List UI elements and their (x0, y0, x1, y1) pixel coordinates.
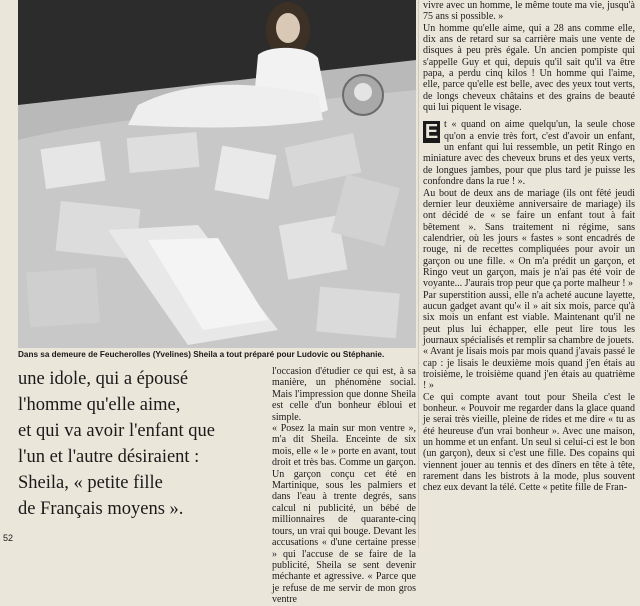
right-paragraph: « Avant je lisais mois par mois quand j'avais passé le cap : je lisais le deuxième mois quand j'en étais au troisième, le troisième quand j'en étais au quatrième ! » (423, 346, 635, 392)
lead-text (18, 366, 268, 522)
right-paragraph: Ce qui compte avant tout pour Sheila c'est le bonheur. « Pouvoir me regarder dans la glace quand je serai très vieille, pleine de rides et me dire « tu as été heureuse d'un vrai bonheur ». Avec une maison, un homme et un enfant. Un seul si celui-ci est le bon (un garçon), deux si c'est une fille. Des copains qui viennent jouer au tennis et des dîners en tête à tête, rarement dans les bistrots à la mode, plus souvent chez eux devant la télé. Cette « petite fille de Fran- (423, 391, 635, 494)
dropcap-paragraph-text: t « quand on aime quelqu'un, la seule chose qu'on a envie très fort, c'est d'avoir un enfant, un enfant qui lui ressemble, un petit Ringo en miniature avec des cheveux bruns et des yeux verts, de longues jambes, pour que plus tard je puisse les confondre dans la rue ! ». (423, 119, 635, 188)
right-paragraph: Un homme qu'elle aime, qui a 28 ans comme elle, dix ans de retard sur sa carrière mais une vente de disques à peu près égale. Un ancien pompiste qui s'appelle Guy et qui, depuis qu'il sait qu'il va être papa, a perdu cinq kilos ! Un homme qui l'aime, elle, parce qu'elle est belle, avec des yeux tout verts, de longs cheveux châtains et des grains de beauté qui lui piquent le visage. (423, 22, 635, 114)
page-number: 52 (3, 533, 14, 543)
photo-sheila-nursery (18, 0, 416, 348)
middle-column (272, 366, 416, 606)
dropcap-letter: E (424, 121, 439, 144)
column-divider (418, 0, 419, 548)
photo-illustration (18, 0, 416, 348)
lead-line: de Français moyens ». (18, 499, 184, 519)
middle-paragraph: l'occasion d'étudier ce qui est, à sa manière, un phénomène social. Mais l'impression que donne Sheila est celle d'un bonheur ébloui et simple. (272, 366, 416, 423)
lead-line: Sheila, « petite fille (18, 473, 163, 493)
photo-caption: Dans sa demeure de Feucherolles (Yvelines) Sheila a tout préparé pour Ludovic ou Stéphanie. (18, 350, 385, 359)
dropcap-paragraph (423, 119, 635, 187)
middle-paragraph: « Posez la main sur mon ventre », m'a dit Sheila. Enceinte de six mois, elle « le » porte en avant, tout droit et très bas. Comme un garçon. Un garçon conçu cet été en Martinique, sous les palmiers et dans l'eau à trente degrés, sans calcul ni publicité, un bébé de millionnaires de quarante-cinq tours, un vrai qui bouge. Devant les accusations « d'une certaine presse » qui l'accuse de se faire de la publicité, Sheila se sent devenir méchante et agressive. « Parce que je refuse de me servir de mon gros ventre (272, 423, 416, 606)
right-column (423, 0, 635, 548)
lead-line: une idole, qui a épousé (18, 369, 189, 389)
right-paragraph: Par superstition aussi, elle n'a acheté aucune layette, aucun gadget avant qu'« il » ait six mois, parce qu'à six mois un enfant est viable. Maintenant qu'il ne peut plus lui échapper, elle peut lire tous les journaux spécialisés et remplir sa chambre de jouets. (423, 289, 635, 346)
lead-line: et qui va avoir l'enfant que (18, 421, 215, 441)
lead-line: l'homme qu'elle aime, (18, 395, 181, 415)
right-paragraph: Au bout de deux ans de mariage (ils ont fêté jeudi dernier leur deuxième anniversaire de mariage) ils ont décidé de « se faire un enfant tout à fait bêtement ». Sans traitement ni régime, sans calendrier, où les jours « fastes » sont encadrés de rouge, ni de recettes compliquées pour avoir un garçon ou une fille. « On m'a prédit un garçon, et Ringo veut un garçon, mais je n'ai pas été voir de voyante... J'aurais trop peur que ça porte malheur ! » (423, 187, 635, 290)
lead-line: l'un et l'autre désiraient : (18, 447, 200, 467)
right-paragraph: vivre avec un homme, le même toute ma vie, jusqu'à 75 ans si possible. » (423, 0, 635, 23)
